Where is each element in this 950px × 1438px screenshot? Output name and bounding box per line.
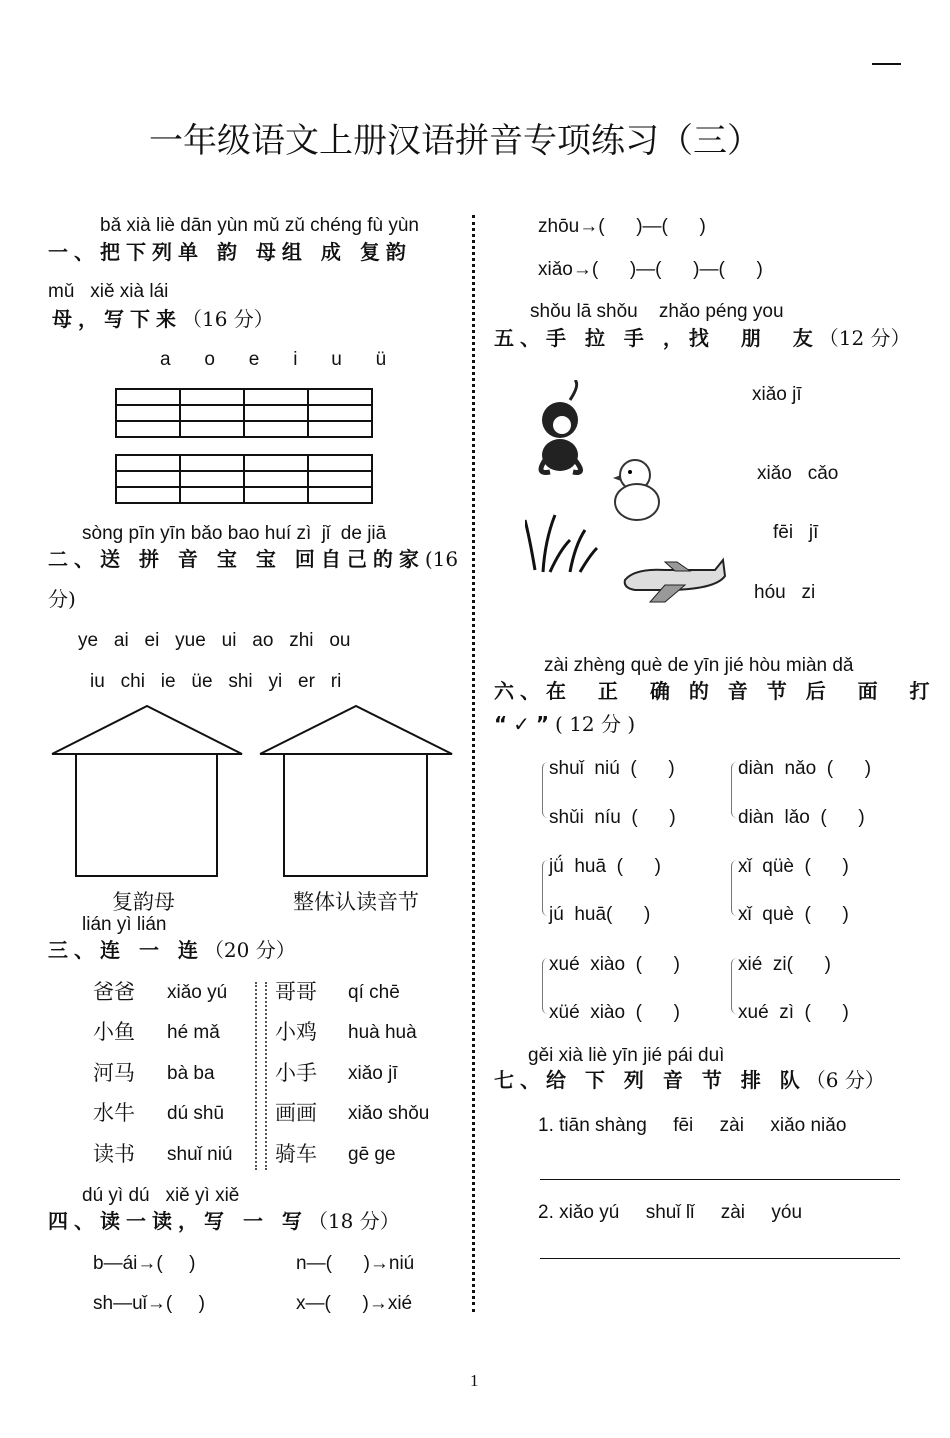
match-word[interactable]: 读书	[93, 1142, 135, 1166]
s1-heading: 一、把下列单 韵 母组 成 复韵	[48, 240, 412, 264]
match-word[interactable]: 小鱼	[93, 1020, 135, 1044]
s5-score: （12 分）	[818, 326, 911, 350]
s4-pinyin: dú yì dú xiě yì xiě	[82, 1185, 240, 1206]
spell-item[interactable]: zhōu→( )—( )	[538, 216, 706, 237]
s2-row2: iu chi ie üe shi yi er ri	[90, 671, 342, 692]
s6-check: “✓”	[494, 712, 556, 736]
choice-option[interactable]: diàn lǎo ( )	[738, 807, 865, 828]
match-pinyin[interactable]: bà ba	[167, 1063, 215, 1084]
choice-option[interactable]: xǐ què ( )	[738, 904, 849, 925]
choice-option[interactable]: xǐ qüè ( )	[738, 856, 849, 877]
monkey-icon	[541, 380, 581, 473]
s5-pinyin: shǒu lā shǒu zhǎo péng you	[530, 301, 784, 322]
s3-score: （20 分）	[203, 938, 296, 962]
match-pinyin[interactable]: dú shū	[167, 1103, 225, 1124]
answer-grid-2[interactable]	[115, 454, 373, 504]
match-pinyin[interactable]: xiǎo shǒu	[348, 1103, 430, 1124]
match-word[interactable]: 水牛	[93, 1101, 135, 1125]
spell-item[interactable]: x—( )→xié	[296, 1293, 413, 1314]
chick-icon	[613, 460, 659, 520]
spell-item[interactable]: n—( )→niú	[296, 1253, 415, 1274]
spell-item[interactable]: sh—uǐ→( )	[93, 1293, 205, 1314]
s7-pinyin: gěi xià liè yīn jié pái duì	[528, 1045, 725, 1066]
s6-score: ( 12 分 )	[555, 712, 636, 736]
match-word[interactable]: 画画	[275, 1101, 317, 1125]
s6-heading: 六、在 正 确 的 音 节 后 面 打	[494, 679, 936, 703]
match-word[interactable]: 小鸡	[275, 1020, 317, 1044]
answer-grid-1[interactable]	[115, 388, 373, 438]
choice-option[interactable]: jǘ huā ( )	[549, 856, 661, 877]
s1-vowels: a o e i u ü	[160, 349, 387, 370]
match-pinyin[interactable]: xiǎo jī	[348, 1063, 398, 1084]
spell-item[interactable]: xiǎo→( )—( )—( )	[538, 259, 763, 280]
spell-item[interactable]: b—ái→( )	[93, 1253, 196, 1274]
match-pinyin[interactable]: hé mǎ	[167, 1022, 220, 1043]
s1-heading2: 母，写下来	[52, 307, 182, 331]
grass-icon	[525, 515, 597, 572]
choice-option[interactable]: xüé xiào ( )	[549, 1002, 680, 1023]
s1-pinyin: bǎ xià liè dān yùn mǔ zǔ chéng fù yùn	[100, 215, 419, 236]
vine-divider	[255, 982, 267, 1170]
match-label[interactable]: hóu zi	[754, 582, 816, 603]
match-pinyin[interactable]: xiǎo yú	[167, 982, 228, 1003]
match-word[interactable]: 河马	[93, 1061, 135, 1085]
s5-heading: 五、手 拉 手 ，找 朋 友	[494, 326, 819, 350]
corner-dash	[872, 63, 901, 65]
choice-option[interactable]: jú huā( )	[549, 904, 651, 925]
s3-pinyin: lián yì lián	[82, 914, 167, 935]
choice-option[interactable]: diàn nǎo ( )	[738, 758, 872, 779]
match-word[interactable]: 骑车	[275, 1142, 317, 1166]
answer-line-1[interactable]	[540, 1179, 900, 1180]
match-word[interactable]: 爸爸	[93, 980, 135, 1004]
column-divider	[472, 215, 475, 1312]
choice-option[interactable]: shuǐ niú ( )	[549, 758, 675, 779]
houses-drawing	[0, 700, 470, 880]
choice-option[interactable]: xié zi( )	[738, 954, 831, 975]
s6-pinyin: zài zhèng què de yīn jié hòu miàn dǎ	[544, 655, 854, 676]
choice-option[interactable]: xué xiào ( )	[549, 954, 680, 975]
match-label[interactable]: xiǎo cǎo	[757, 463, 839, 484]
choice-option[interactable]: shǔi níu ( )	[549, 807, 676, 828]
house-label-1: 复韵母	[112, 890, 175, 914]
match-label[interactable]: fēi jī	[773, 522, 819, 543]
page-title: 一年级语文上册汉语拼音专项练习（三）	[149, 121, 761, 161]
match-word[interactable]: 哥哥	[275, 980, 317, 1004]
match-word[interactable]: 小手	[275, 1061, 317, 1085]
s2-row1: ye ai ei yue ui ao zhi ou	[78, 630, 351, 651]
s4-score: （18 分）	[307, 1209, 400, 1233]
s7-score: （6 分）	[805, 1068, 885, 1092]
airplane-icon	[625, 560, 725, 602]
house-label-2: 整体认读音节	[293, 890, 419, 914]
match-pinyin[interactable]: huà huà	[348, 1022, 417, 1043]
s3-heading: 三、连 一 连	[48, 938, 204, 962]
s2-score-cont: 分)	[48, 587, 76, 611]
answer-line-2[interactable]	[540, 1258, 900, 1259]
choice-option[interactable]: xué zì ( )	[738, 1002, 849, 1023]
page-number: 1	[470, 1371, 479, 1390]
match-pinyin[interactable]: qí chē	[348, 982, 400, 1003]
s2-score: (16	[424, 547, 459, 571]
s1-pinyin2: mǔ xiě xià lái	[48, 281, 169, 302]
s4-heading: 四、读一读，写 一 写	[48, 1209, 308, 1233]
match-pinyin[interactable]: shuǐ niú	[167, 1144, 233, 1165]
pictures	[525, 380, 735, 610]
s7-heading: 七、给 下 列 音 节 排 队	[494, 1068, 806, 1092]
match-label[interactable]: xiǎo jī	[752, 384, 802, 405]
match-pinyin[interactable]: gē ge	[348, 1144, 396, 1165]
s2-pinyin: sòng pīn yīn bǎo bao huí zì jǐ de jiā	[82, 523, 387, 544]
order-question-1: 1. tiān shàng fēi zài xiǎo niǎo	[538, 1115, 847, 1136]
s2-heading: 二、送 拼 音 宝 宝 回自己的家	[48, 547, 425, 571]
order-question-2: 2. xiǎo yú shuǐ lǐ zài yóu	[538, 1202, 803, 1223]
s1-score: （16 分）	[182, 307, 274, 331]
